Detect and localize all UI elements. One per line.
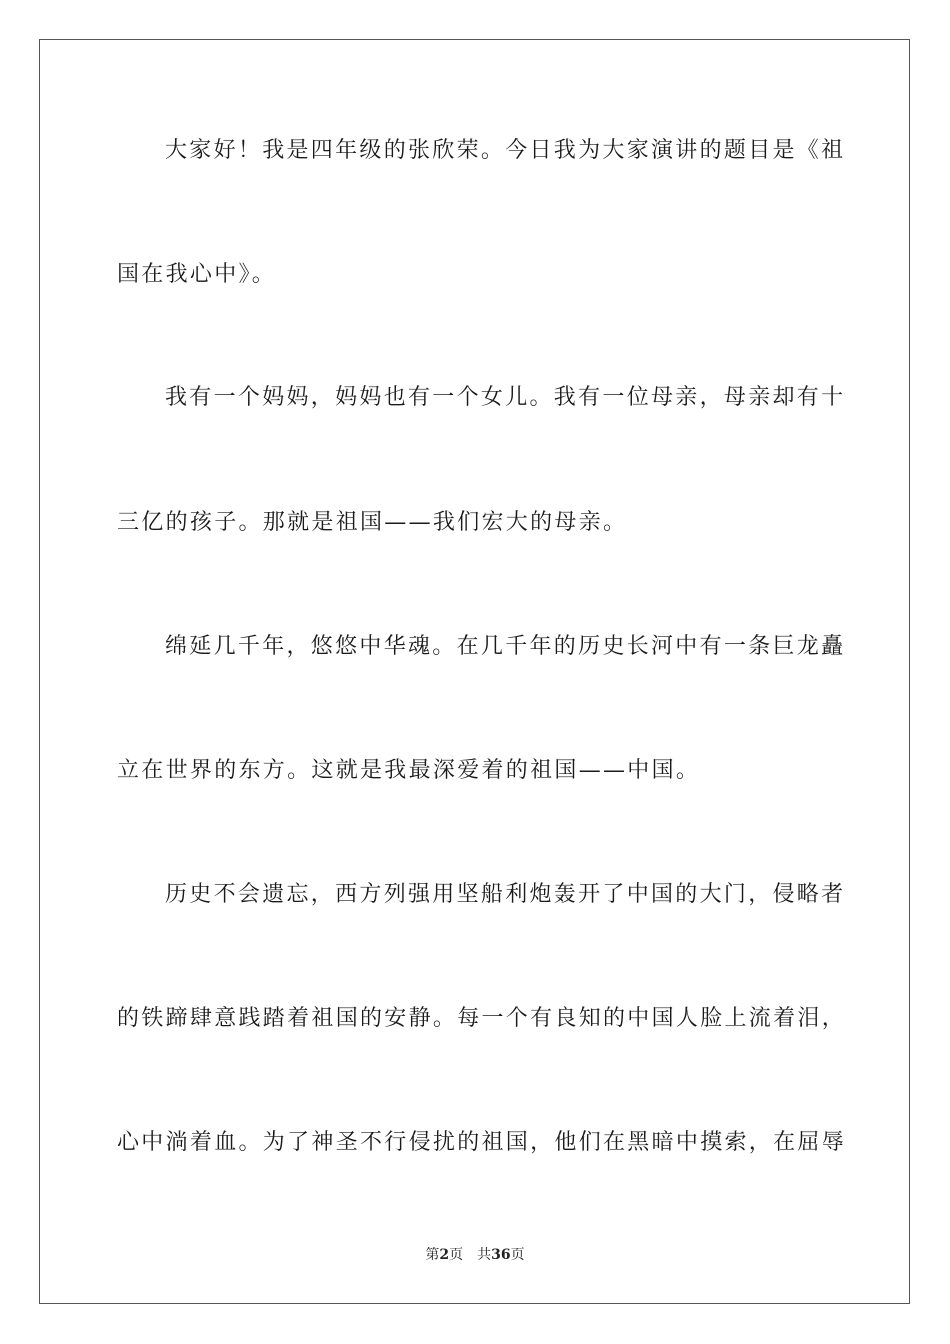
page-border [39,39,910,1304]
paragraph-1-line-1: 大家好！我是四年级的张欣荣。今日我为大家演讲的题目是《祖 [165,138,846,163]
page-footer [0,1244,950,1264]
paragraph-3-line-1: 绵延几千年，悠悠中华魂。在几千年的历史长河中有一条巨龙矗 [165,634,846,659]
page-prefix: 第 [425,1247,440,1263]
paragraph-4-line-3: 心中淌着血。为了神圣不行侵扰的祖国，他们在黑暗中摸索，在屈辱 [117,1130,847,1155]
page-suffix: 页 [449,1247,464,1263]
paragraph-1-line-2: 国在我心中》。 [117,262,277,287]
page-number: 2 [439,1247,450,1263]
total-suffix: 页 [510,1247,525,1263]
total-pages: 36 [491,1247,511,1263]
paragraph-3-line-2: 立在世界的东方。这就是我最深爱着的祖国——中国。 [117,758,701,783]
paragraph-4-line-1: 历史不会遗忘，西方列强用坚船利炮轰开了中国的大门，侵略者 [165,882,846,907]
paragraph-2-line-2: 三亿的孩子。那就是祖国——我们宏大的母亲。 [117,510,628,535]
paragraph-2-line-1: 我有一个妈妈，妈妈也有一个女儿。我有一位母亲，母亲却有十 [165,385,846,410]
paragraph-4-line-2: 的铁蹄肆意践踏着祖国的安静。每一个有良知的中国人脸上流着泪， [117,1006,847,1031]
total-prefix: 共 [477,1247,492,1263]
